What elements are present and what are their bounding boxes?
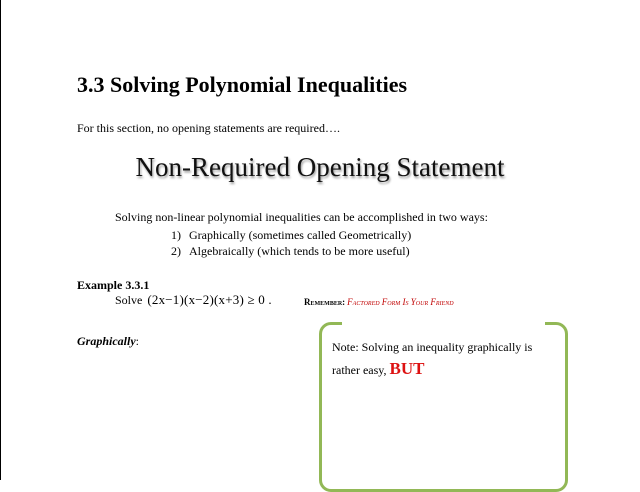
methods-lead: Solving non-linear polynomial inequalities can be accomplished in two ways: bbox=[115, 210, 488, 224]
list-text: Graphically (sometimes called Geometrically) bbox=[189, 228, 412, 242]
example-problem bbox=[115, 292, 272, 308]
graphically-colon: : bbox=[135, 334, 140, 348]
list-number: 1) bbox=[171, 228, 181, 242]
inequality-expression: (2x−1)(x−2)(x+3) ≥ 0 . bbox=[147, 292, 272, 307]
remember-label: Remember: bbox=[304, 297, 346, 307]
note-callout-box bbox=[319, 322, 568, 492]
page-left-edge bbox=[0, 0, 1, 480]
note-body: Note: Solving an inequality graphically is rather easy, bbox=[332, 340, 533, 377]
note-emphasis: BUT bbox=[389, 359, 425, 378]
intro-paragraph: For this section, no opening statements are required…. bbox=[77, 121, 340, 135]
list-text: Algebraically (which tends to be more useful) bbox=[189, 244, 410, 258]
remember-text: Factored Form Is Your Friend bbox=[347, 297, 454, 307]
box-top-gap bbox=[342, 321, 545, 327]
note-text bbox=[332, 336, 557, 381]
remember-hint bbox=[304, 297, 454, 307]
list-number: 2) bbox=[171, 244, 181, 258]
solve-verb: Solve bbox=[115, 293, 143, 307]
list-item bbox=[171, 227, 411, 243]
graphically-label: Graphically bbox=[77, 334, 136, 348]
banner-heading: Non-Required Opening Statement bbox=[135, 152, 505, 182]
section-title: 3.3 Solving Polynomial Inequalities bbox=[77, 72, 408, 97]
methods-list bbox=[171, 227, 411, 259]
graphically-heading bbox=[77, 334, 139, 349]
example-label: Example 3.3.1 bbox=[77, 278, 150, 292]
list-item bbox=[171, 243, 411, 259]
